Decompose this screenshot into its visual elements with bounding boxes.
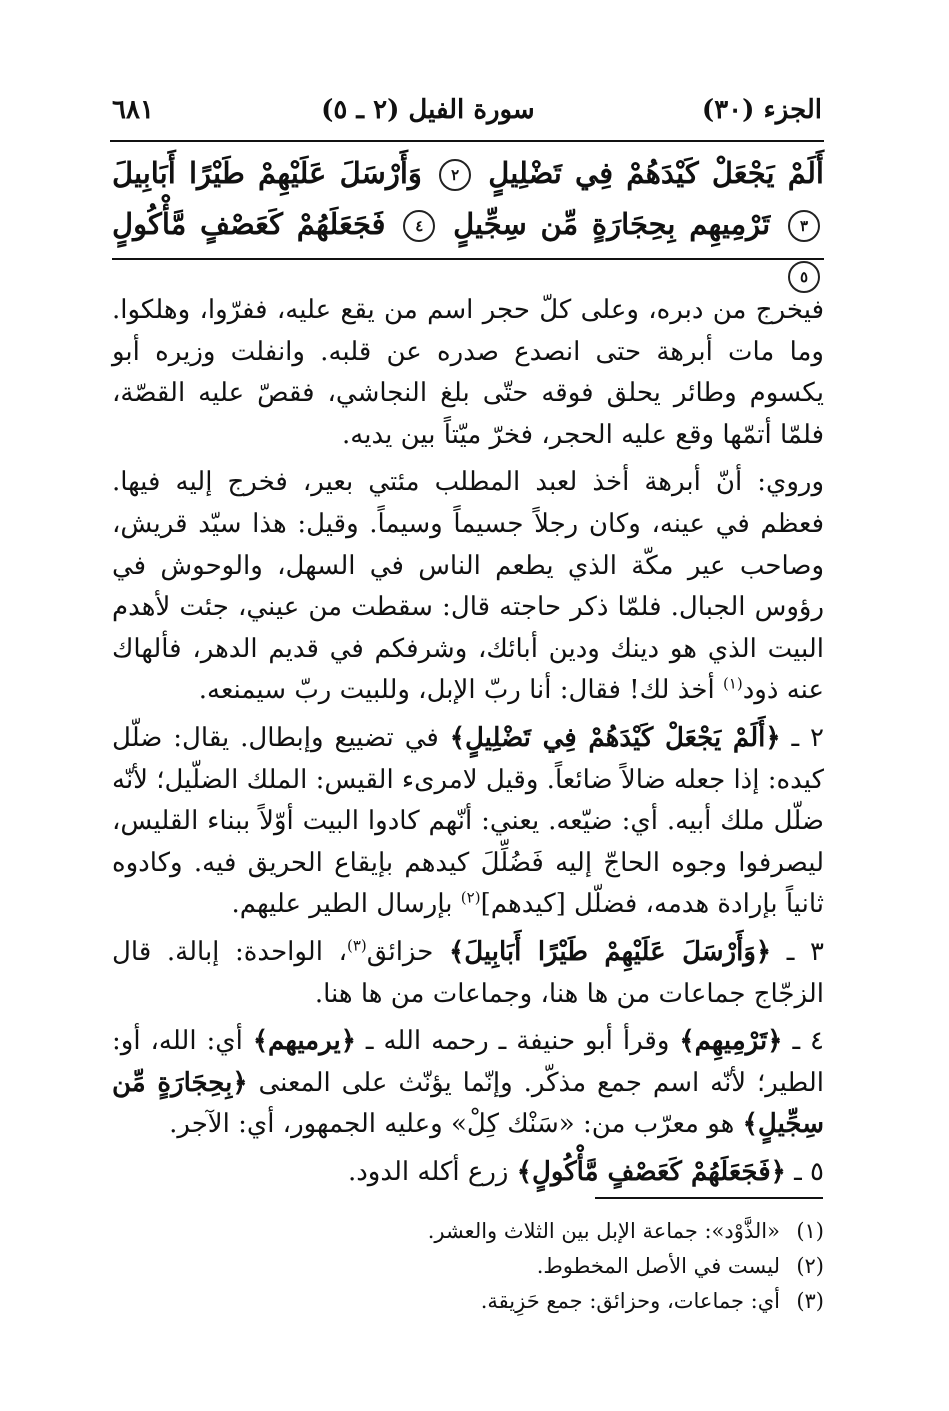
footnote-text: «الذَّوْد»: جماعة الإبل بين الثلاث والعشر. — [427, 1219, 780, 1243]
page-header — [112, 88, 822, 132]
surah-title: سورة الفيل (٢ ـ ٥) — [321, 95, 535, 125]
footnote-3 — [112, 1284, 824, 1319]
paragraph-verse-5 — [112, 1152, 824, 1194]
footnotes — [112, 1214, 824, 1319]
verse-3: وَأَرْسَلَ عَلَيْهِمْ طَيْرًا أَبَابِيلَ — [112, 156, 422, 190]
verse-index: ٣ ـ — [771, 936, 824, 967]
footnote-text: ليست في الأصل المخطوط. — [536, 1254, 780, 1278]
paragraph-text: فيخرج من دبره، وعلى كلّ حجر اسم من يقع عليه، ففرّوا، وهلكوا. وما مات أبرهة حتى انصدع صدره عن قلبه. وانفلت وزيره أبو يكسوم وطائر يحلق فوقه حتّى بلغ النجاشي، فقصّ عليه القصّة، فلمّا أتمّها وقع عليه الحجر، فخرّ ميّتاً بين يديه. — [112, 295, 824, 450]
verse-number-2: ٢ — [439, 159, 471, 191]
verse-2: أَلَمْ يَجْعَلْ كَيْدَهُمْ فِي تَضْلِيلٍ — [488, 156, 824, 190]
paragraph-text: حزائق — [366, 936, 449, 967]
paragraph-text: أي: الله، أو: الطير؛ لأنّه اسم جمع مذكّر. وإنّما يؤنّث على المعنى — [112, 1026, 824, 1098]
footnote-ref-2: (٢) — [460, 888, 481, 907]
quoted-verse: ﴿وَأَرْسَلَ عَلَيْهِمْ طَيْرًا أَبَابِيلَ﴾ — [449, 936, 772, 967]
quoted-verse: ﴿بِحِجَارَةٍ مِّن سِجِّيلٍ﴾ — [112, 1067, 824, 1140]
footnote-ref-3: (٣) — [347, 936, 367, 955]
paragraph-text: في تضييع وإبطال. يقال: ضلّل كيده: إذا جعله ضالاً ضائعاً. وقيل لامرىء القيس: الملك الضلّيل؛ لأنّه ضلّل ملك أبيه. أي: ضيّعه. يعني: أنّهم كادوا البيت أوّلاً ببناء القليس، ليصرفوا وجوه الحاجّ إليه فَضُلِّلَ كيدهم بإيقاع الحريق فيه. وكادوه ثانياً بإرادة هدمه، فضلّل [كيدهم] — [112, 722, 824, 920]
footnote-1 — [112, 1214, 824, 1249]
verses-divider — [112, 258, 824, 260]
verse-number-3: ٣ — [788, 210, 820, 242]
paragraph-2 — [112, 462, 824, 712]
quoted-verse: ﴿أَلَمْ يَجْعَلْ كَيْدَهُمْ فِي تَضْلِيلٍ﴾ — [449, 722, 781, 753]
footnote-2 — [112, 1249, 824, 1284]
paragraph-text: وروي: أنّ أبرهة أخذ لعبد المطلب مئتي بعير، فخرج إليه فيها. فعظم في عينه، وكان رجلاً جسيماً وسيماً. وقيل: هذا سيّد قريش، وصاحب عير مكّة الذي يطعم الناس في السهل، والوحوش في رؤوس الجبال. فلمّا ذكر حاجته قال: سقطت من عيني، جئت لأهدم البيت الذي هو دينك ودين أبائك، وشرفكم في قديم الدهر، فألهاك عنه ذود — [112, 467, 824, 706]
paragraph-text: ، الواحدة: إبالة. قال الزجّاج جماعات من ها هنا، وجماعات من ها هنا. — [112, 936, 824, 1009]
footnote-number: (٢) — [796, 1254, 824, 1278]
quran-verses — [112, 148, 824, 301]
header-divider — [110, 140, 824, 142]
commentary-body — [112, 290, 824, 1199]
paragraph-text: وقرأ أبو حنيفة ـ رحمه الله ـ — [355, 1026, 680, 1057]
paragraph-verse-2 — [112, 718, 824, 926]
footnote-ref-1: (١) — [722, 674, 743, 693]
footnote-divider — [595, 1197, 823, 1199]
paragraph-verse-3 — [112, 932, 824, 1015]
paragraph-1 — [112, 290, 824, 456]
paragraph-text: زرع أكله الدود. — [347, 1156, 517, 1187]
footnote-number: (١) — [796, 1219, 824, 1243]
verse-number-4: ٤ — [403, 210, 435, 242]
page-number: ٦٨١ — [112, 95, 154, 125]
verse-index: ٥ ـ — [785, 1156, 824, 1187]
quoted-verse: ﴿يرميهم﴾ — [252, 1026, 356, 1057]
quoted-verse: ﴿فَجَعَلَهُمْ كَعَصْفٍ مَّأْكُولٍ﴾ — [516, 1156, 786, 1187]
verse-number-5: ٥ — [788, 261, 820, 293]
verse-5: فَجَعَلَهُمْ كَعَصْفٍ مَّأْكُولٍ — [112, 207, 386, 241]
verse-4: تَرْمِيهِم بِحِجَارَةٍ مِّن سِجِّيلٍ — [453, 207, 771, 241]
paragraph-verse-4 — [112, 1021, 824, 1146]
paragraph-text: أخذ لك! فقال: أنا ربّ الإبل، وللبيت ربّ سيمنعه. — [198, 675, 723, 706]
part-label: الجزء (٣٠) — [701, 95, 822, 125]
paragraph-text: هو معرّب من: «سَنْك كِلْ» وعليه الجمهور، أي: الآجر. — [169, 1109, 743, 1140]
verse-index: ٢ ـ — [780, 722, 824, 753]
paragraph-text: بإرسال الطير عليهم. — [231, 889, 461, 920]
verse-index: ٤ ـ — [782, 1026, 824, 1057]
footnote-text: أي: جماعات، وحزائق: جمع حَزِيقة. — [480, 1289, 780, 1313]
footnote-number: (٣) — [796, 1289, 824, 1313]
quoted-verse: ﴿تَرْمِيهِم﴾ — [679, 1026, 783, 1057]
